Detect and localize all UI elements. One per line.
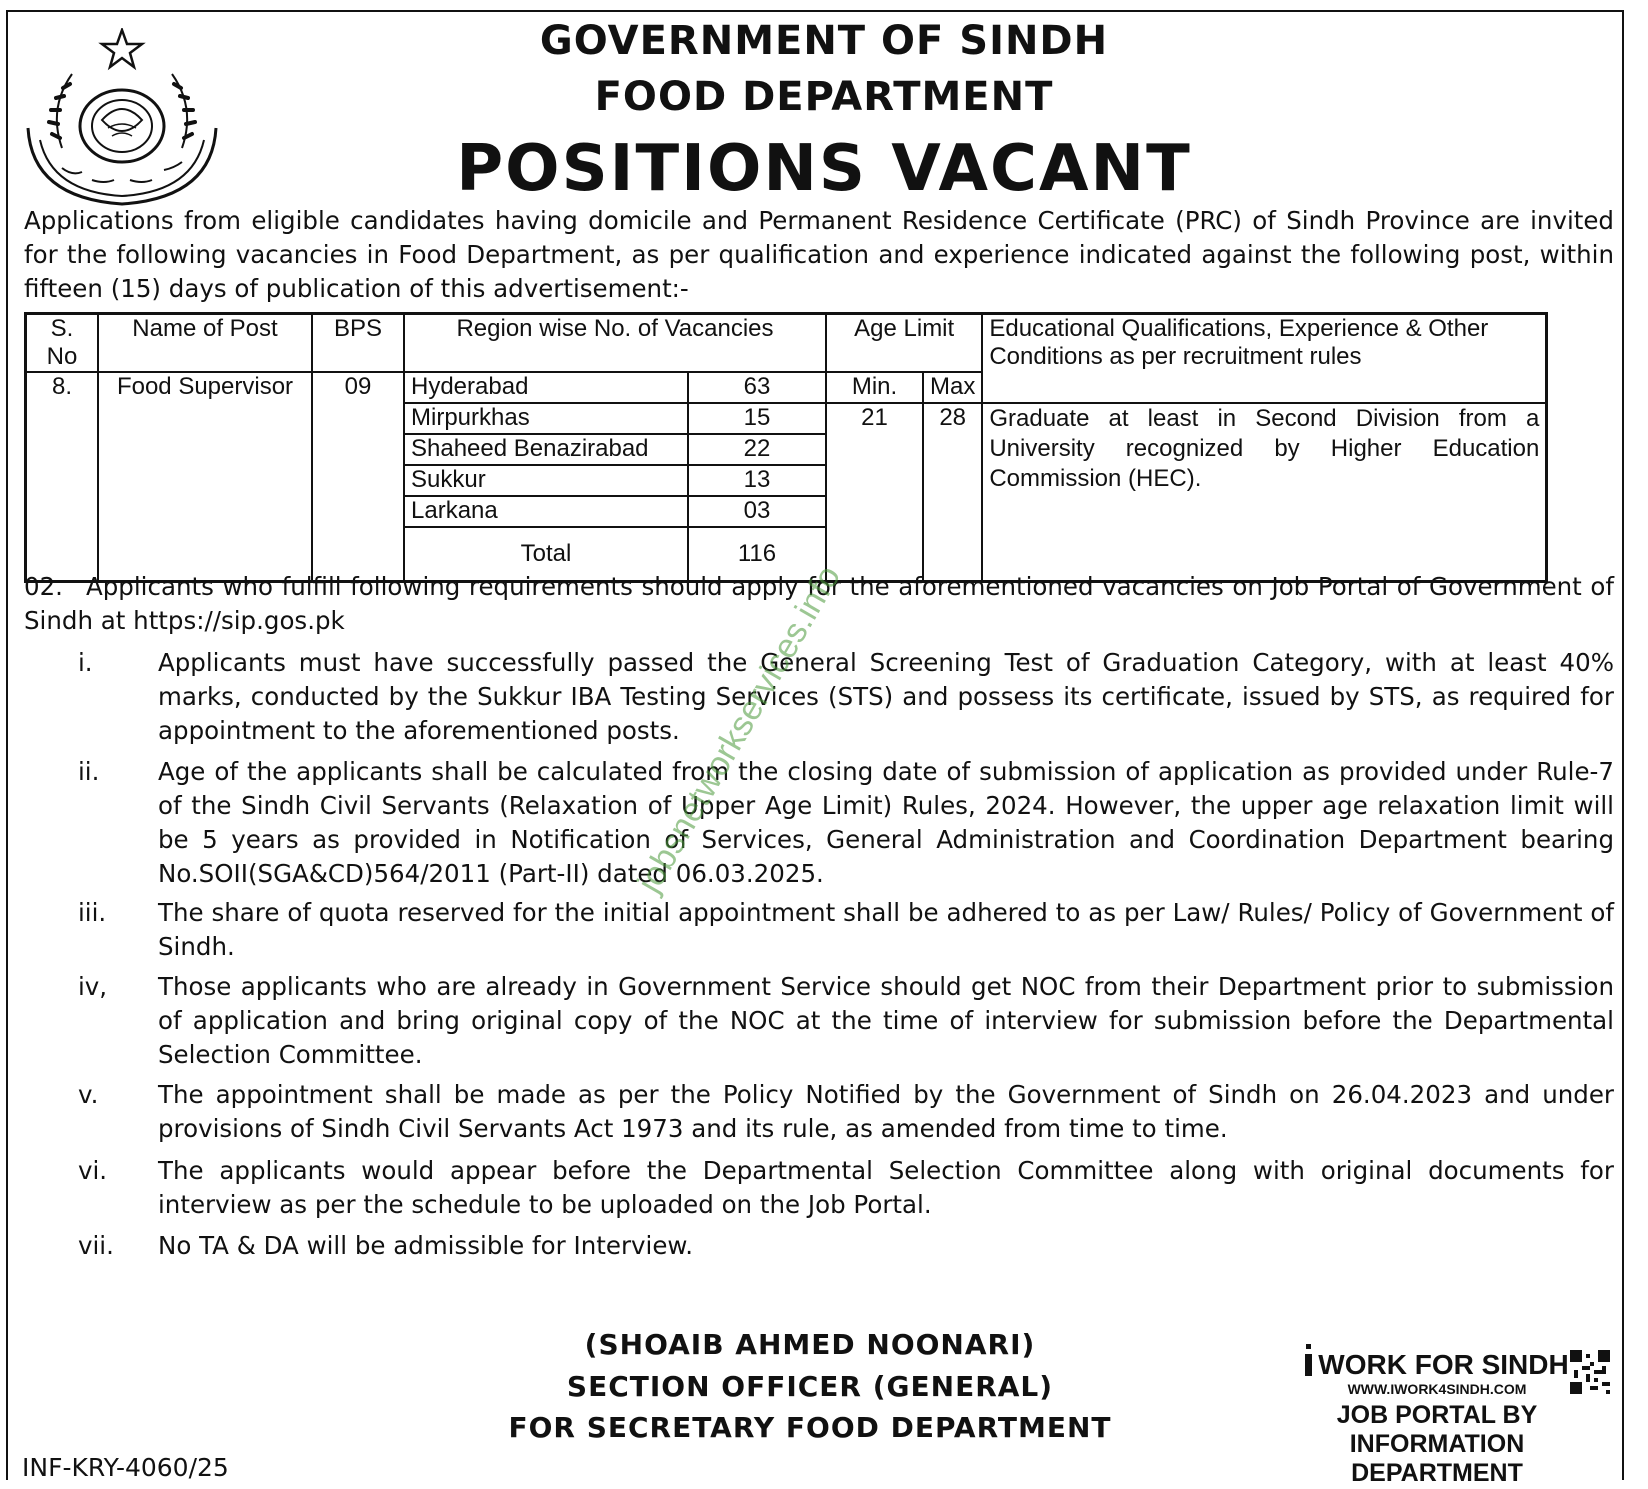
iwork-line2: INFORMATION DEPARTMENT xyxy=(1349,1430,1525,1487)
intro-paragraph: Applications from eligible candidates having domicile and Permanent Residence Certificate (PRC) of Sindh Province are invited for the following vacancies in Food Department, as per qualification and experience indicated against the following post, within fifteen (15) days of publication of this advertisement:- xyxy=(24,206,1614,303)
item-number: vi. xyxy=(78,1156,108,1185)
region-name: Mirpurkhas xyxy=(404,403,688,434)
item-number: vii. xyxy=(78,1231,114,1260)
cell-age-min: 21 xyxy=(826,403,923,582)
vacancy-table xyxy=(24,312,1548,583)
region-name: Hyderabad xyxy=(404,372,688,403)
region-name: Sukkur xyxy=(404,465,688,496)
item-number: v. xyxy=(78,1080,99,1109)
cell-education: Graduate at least in Second Division from a University recognized by Higher Education Commission (HEC). xyxy=(982,403,1547,582)
iwork-url: WWW.IWORK4SINDH.COM xyxy=(1347,1381,1527,1397)
item-text: Those applicants who are already in Government Service should get NOC from their Department prior to submission of application and bring original copy of the NOC at the time of interview for submission before the Departmental Selection Committee. xyxy=(158,972,1614,1069)
paragraph-number: 02. xyxy=(24,572,63,601)
cell-sno: 8. xyxy=(26,372,99,582)
iwork-i-icon xyxy=(1305,1349,1312,1376)
region-name: Larkana xyxy=(404,496,688,527)
paragraph-text: Applicants who fulfill following requirements should apply for the aforementioned vacancies on Job Portal of Government of Sindh at https://sip.gos.pk xyxy=(24,572,1614,635)
region-count: 22 xyxy=(688,434,826,465)
item-text: Age of the applicants shall be calculated from the closing date of submission of application as provided under Rule-7 of the Sindh Civil Servants (Relaxation of Upper Age Limit) Rules, 2024. However, the upper age relaxation limit will be 5 years as provided in Notification of Services, General Administration and Coordination Department bearing No.SOII(SGA&CD)564/2011 (Part-II) dated 06.03.2025. xyxy=(158,757,1614,888)
signatory-title: SECTION OFFICER (GENERAL) xyxy=(566,1370,1054,1403)
iwork-brand-text: WORK FOR SINDH xyxy=(1318,1349,1569,1380)
region-count: 13 xyxy=(688,465,826,496)
iwork-logo xyxy=(1272,1349,1602,1488)
table-header-row xyxy=(26,314,1547,373)
qr-code-icon xyxy=(1570,1350,1610,1394)
total-label: Total xyxy=(404,527,688,582)
iwork-brand xyxy=(1272,1349,1602,1381)
iwork-line1: JOB PORTAL BY xyxy=(1336,1401,1538,1429)
item-number: iv, xyxy=(78,972,108,1001)
header-department: FOOD DEPARTMENT xyxy=(594,74,1054,120)
total-value: 116 xyxy=(688,527,826,582)
header-bps: BPS xyxy=(312,314,404,373)
signatory-for: FOR SECRETARY FOOD DEPARTMENT xyxy=(508,1411,1112,1444)
signatory-name: (SHOAIB AHMED NOONARI) xyxy=(584,1328,1036,1361)
reference-number: INF-KRY-4060/25 xyxy=(22,1453,229,1482)
region-name: Shaheed Benazirabad xyxy=(404,434,688,465)
header-sno: S. No xyxy=(26,314,99,373)
header-max: Max xyxy=(923,372,982,403)
item-text: Applicants must have successfully passed the General Screening Test of Graduation Category, with at least 40% marks, conducted by the Sukkur IBA Testing Services (STS) and possess its certificate, issued by STS, as required for appointment to the aforementioned posts. xyxy=(158,648,1614,745)
cell-bps: 09 xyxy=(312,372,404,582)
region-count: 63 xyxy=(688,372,826,403)
item-text: The share of quota reserved for the initial appointment shall be adhered to as per Law/ Rules/ Policy of Government of Sindh. xyxy=(158,898,1614,961)
cell-age-max: 28 xyxy=(923,403,982,582)
header-education: Educational Qualifications, Experience & Other Conditions as per recruitment rules xyxy=(982,314,1547,404)
item-number: iii. xyxy=(78,898,107,927)
item-number: i. xyxy=(78,648,93,677)
item-text: No TA & DA will be admissible for Interview. xyxy=(158,1231,693,1260)
item-text: The appointment shall be made as per the Policy Notified by the Government of Sindh on 26.04.2023 and under provisions of Sindh Civil Servants Act 1973 and its rule, as amended from time to time. xyxy=(158,1080,1614,1143)
item-number: ii. xyxy=(78,757,100,786)
region-count: 03 xyxy=(688,496,826,527)
header-positions-vacant: POSITIONS VACANT xyxy=(456,132,1192,206)
header-region: Region wise No. of Vacancies xyxy=(404,314,826,373)
item-text: The applicants would appear before the Departmental Selection Committee along with original documents for interview as per the schedule to be uploaded on the Job Portal. xyxy=(158,1156,1614,1219)
header-min: Min. xyxy=(826,372,923,403)
cell-post: Food Supervisor xyxy=(98,372,312,582)
header-post: Name of Post xyxy=(98,314,312,373)
header-government: GOVERNMENT OF SINDH xyxy=(539,18,1109,64)
region-count: 15 xyxy=(688,403,826,434)
header-age: Age Limit xyxy=(826,314,982,373)
watermark: jobsnetworkservices.info xyxy=(630,559,849,899)
